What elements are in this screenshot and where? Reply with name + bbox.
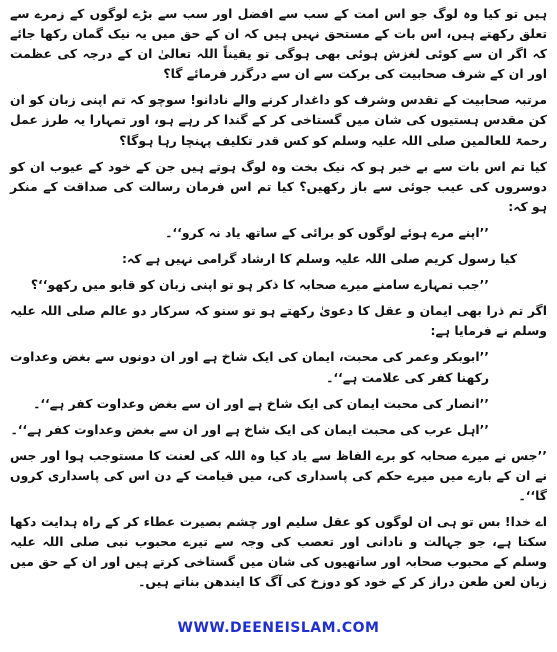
hadith-quote-3: ’’ابوبکر وعمر کی محبت، ایمان کی ایک شاخ ہے اور ان دونوں سے بغض وعداوت رکھنا کفر کی علامت ہے‘‘۔: [10, 349, 489, 385]
paragraph-5: اگر تم ذرا بھی ایمان و عقل کا دعویٰ رکھتے ہو تو سنو کہ سرکار دو عالم صلی اللہ علیہ وسلم نے فرمایا ہے:: [10, 303, 547, 339]
paragraph-1: ہیں تو کیا وہ لوگ جو اس امت کے سب سے افضل اور سب سے بڑے لوگوں کے زمرے سے تعلق رکھتے ہیں، اس بات کے مستحق نہیں ہیں کہ ان کے حق میں یہ نیک گمان رکھا جائے کہ اگر ان سے کوئی لغزش ہوئی بھی ہوگی تو یقیناً اللہ تعالیٰ ان کے درجہ کی عظمت اور ان کے شرف صحابیت کی برکت سے ان سے درگزر فرمائے گا؟: [10, 6, 547, 82]
urdu-text-body: [10, 4, 547, 598]
hadith-quote-4: ’’انصار کی محبت ایمان کی ایک شاخ ہے اور ان سے بغض وعداوت کفر ہے‘‘۔: [33, 395, 489, 411]
website-link[interactable]: WWW.DEENEISLAM.COM: [177, 620, 380, 636]
hadith-quote-6: ’’جس نے میرے صحابہ کو برے الفاظ سے یاد کیا وہ اللہ کی لعنت کا مستوجب ہوا اور جس نے ان کے بارے میں میرے حکم کی پاسداری کی، میں قیامت کے دن اس کی پاسداری کروں گا‘‘۔: [10, 447, 547, 503]
hadith-quote-1: ’’اپنے مرے ہوئے لوگوں کو برائی کے ساتھ یاد نہ کرو‘‘۔: [165, 224, 489, 240]
hadith-quote-5: ’’اہل عرب کی محبت ایمان کی ایک شاخ ہے اور ان سے بغض وعداوت کفر ہے‘‘۔: [10, 421, 489, 437]
paragraph-4: کیا رسول کریم صلی اللہ علیہ وسلم کا ارشاد گرامی نہیں ہے کہ:: [122, 251, 517, 267]
closing-prayer: اے خدا! بس تو ہی ان لوگوں کو عقل سلیم اور چشم بصیرت عطاء کر کے راہ ہدایت دکھا سکتا ہے، جو جہالت و نادانی اور تعصب کی وجہ سے تیرے محبوب نبی صلی اللہ علیہ وسلم کے محبوب صحابہ اور ساتھیوں کی شان میں گستاخی کرتے ہیں اور ان کے حق میں زبان لعن طعن دراز کر کے خود کو دوزخ کی آگ کا ایندھن بناتے ہیں۔: [10, 514, 547, 590]
hadith-quote-2: ’’جب تمہارے سامنے میرے صحابہ کا ذکر ہو تو اپنی زبان کو قابو میں رکھو‘‘؟: [30, 277, 489, 293]
paragraph-2: مرتبہ صحابیت کے تقدس وشرف کو داغدار کرنے والے نادانو! سوچو کہ تم اپنی زبان کو ان کن مقدس ہستیوں کی شان میں گستاخی کر کے گندا کر رہے ہو، اور تمہارا یہ طرز عمل رحمۃ للعالمین صلی اللہ علیہ وسلم کو کس قدر تکلیف پہنچا رہا ہوگا؟: [10, 92, 547, 148]
paragraph-3: کیا تم اس بات سے بے خبر ہو کہ نیک بخت وہ لوگ ہوتے ہیں جن کے خود کے عیوب ان کو دوسروں کی عیب جوئی سے باز رکھیں؟ کیا تم اس فرمان رسالت کی صداقت کے منکر ہو کہ:: [10, 158, 547, 214]
